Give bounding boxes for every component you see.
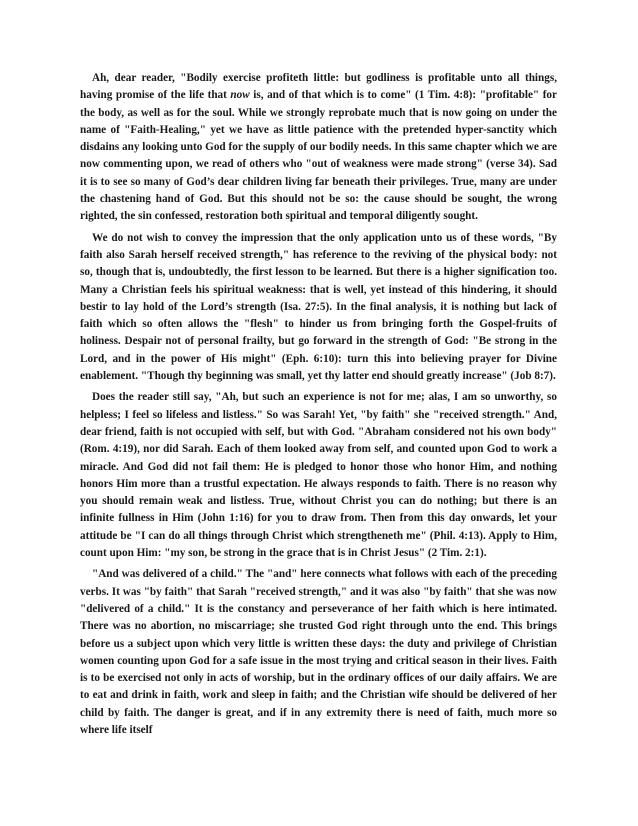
paragraph-1-emphasis-now: now <box>230 89 250 102</box>
paragraph-4: "And was delivered of a child." The "and" here connects what follows with each of the preceding verbs. It was "by faith" that Sarah "received strength," and it was also "by faith" that she was now "delivered of a child." It is the constancy and perseverance of her faith which is here intimated. There was no abortion, no miscarriage; she trusted God right through unto the end. This brings before us a subject upon which very little is written these days: the duty and privilege of Christian women counting upon God for a safe issue in the most trying and critical season in their lives. Faith is to be exercised not only in acts of worship, but in the ordinary offices of our daily affairs. We are to eat and drink in faith, work and sleep in faith; and the Christian wife should be delivered of her child by faith. The danger is great, and if in any extremity there is need of faith, much more so where life itself <box>80 568 557 736</box>
paragraph-1-text-a: Ah, dear reader, "Bodily exercise profiteth little: but godliness is profitable unto all things, having promise of the life that <box>80 72 557 102</box>
document-page <box>80 70 557 743</box>
paragraph-1 <box>80 70 557 226</box>
paragraph-2: We do not wish to convey the impression that the only application unto us of these words, "By faith also Sarah herself received strength," has reference to the reviving of the physical body: not so, though that is, undoubtedly, the first lesson to be learned. But there is a higher signification too. Many a Christian feels his spiritual weakness: that is well, yet instead of this hindering, it should bestir to lay hold of the Lord’s strength (Isa. 27:5). In the final analysis, it is nothing but lack of faith which so often allows the "flesh" to hinder us from bringing forth the Gospel-fruits of holiness. Despair not of personal frailty, but go forward in the strength of God: "Be strong in the Lord, and in the power of His might" (Eph. 6:10): turn this into believing prayer for Divine enablement. "Though thy beginning was small, yet thy latter end should greatly increase" (Job 8:7). <box>80 231 557 383</box>
paragraph-1-text-b: is, and of that which is to come" (1 Tim. 4:8): "profitable" for the body, as well as for the soul. While we strongly reprobate much that is now going on under the name of "Faith-Healing," yet we have as little patience with the pretended hyper-sanctity which disdains any looking unto God for the supply of our bodily needs. In this same chapter which we are now commenting upon, we read of others who "out of weakness were made strong" (verse 34). Sad it is to see so many of God’s dear children living far beneath their privileges. True, many are under the chastening hand of God. But this should not be so: the cause should be sought, the wrong righted, the sin confessed, restoration both spiritual and temporal diligently sought. <box>80 89 557 223</box>
paragraph-3: Does the reader still say, "Ah, but such an experience is not for me; alas, I am so unworthy, so helpless; I feel so lifeless and listless." So was Sarah! Yet, "by faith" she "received strength." And, dear friend, faith is not occupied with self, but with God. "Abraham considered not his own body" (Rom. 4:19), nor did Sarah. Each of them looked away from self, and counted upon God to work a miracle. And God did not fail them: He is pledged to honor those who honor Him, and nothing honors Him more than a trustful expectation. He always responds to faith. There is no reason why you should remain weak and listless. True, without Christ you can do nothing; but there is an infinite fullness in Him (John 1:16) for you to draw from. Then from this day onwards, let your attitude be "I can do all things through Christ which strengtheneth me" (Phil. 4:13). Apply to Him, count upon Him: "my son, be strong in the grace that is in Christ Jesus" (2 Tim. 2:1). <box>80 391 557 560</box>
